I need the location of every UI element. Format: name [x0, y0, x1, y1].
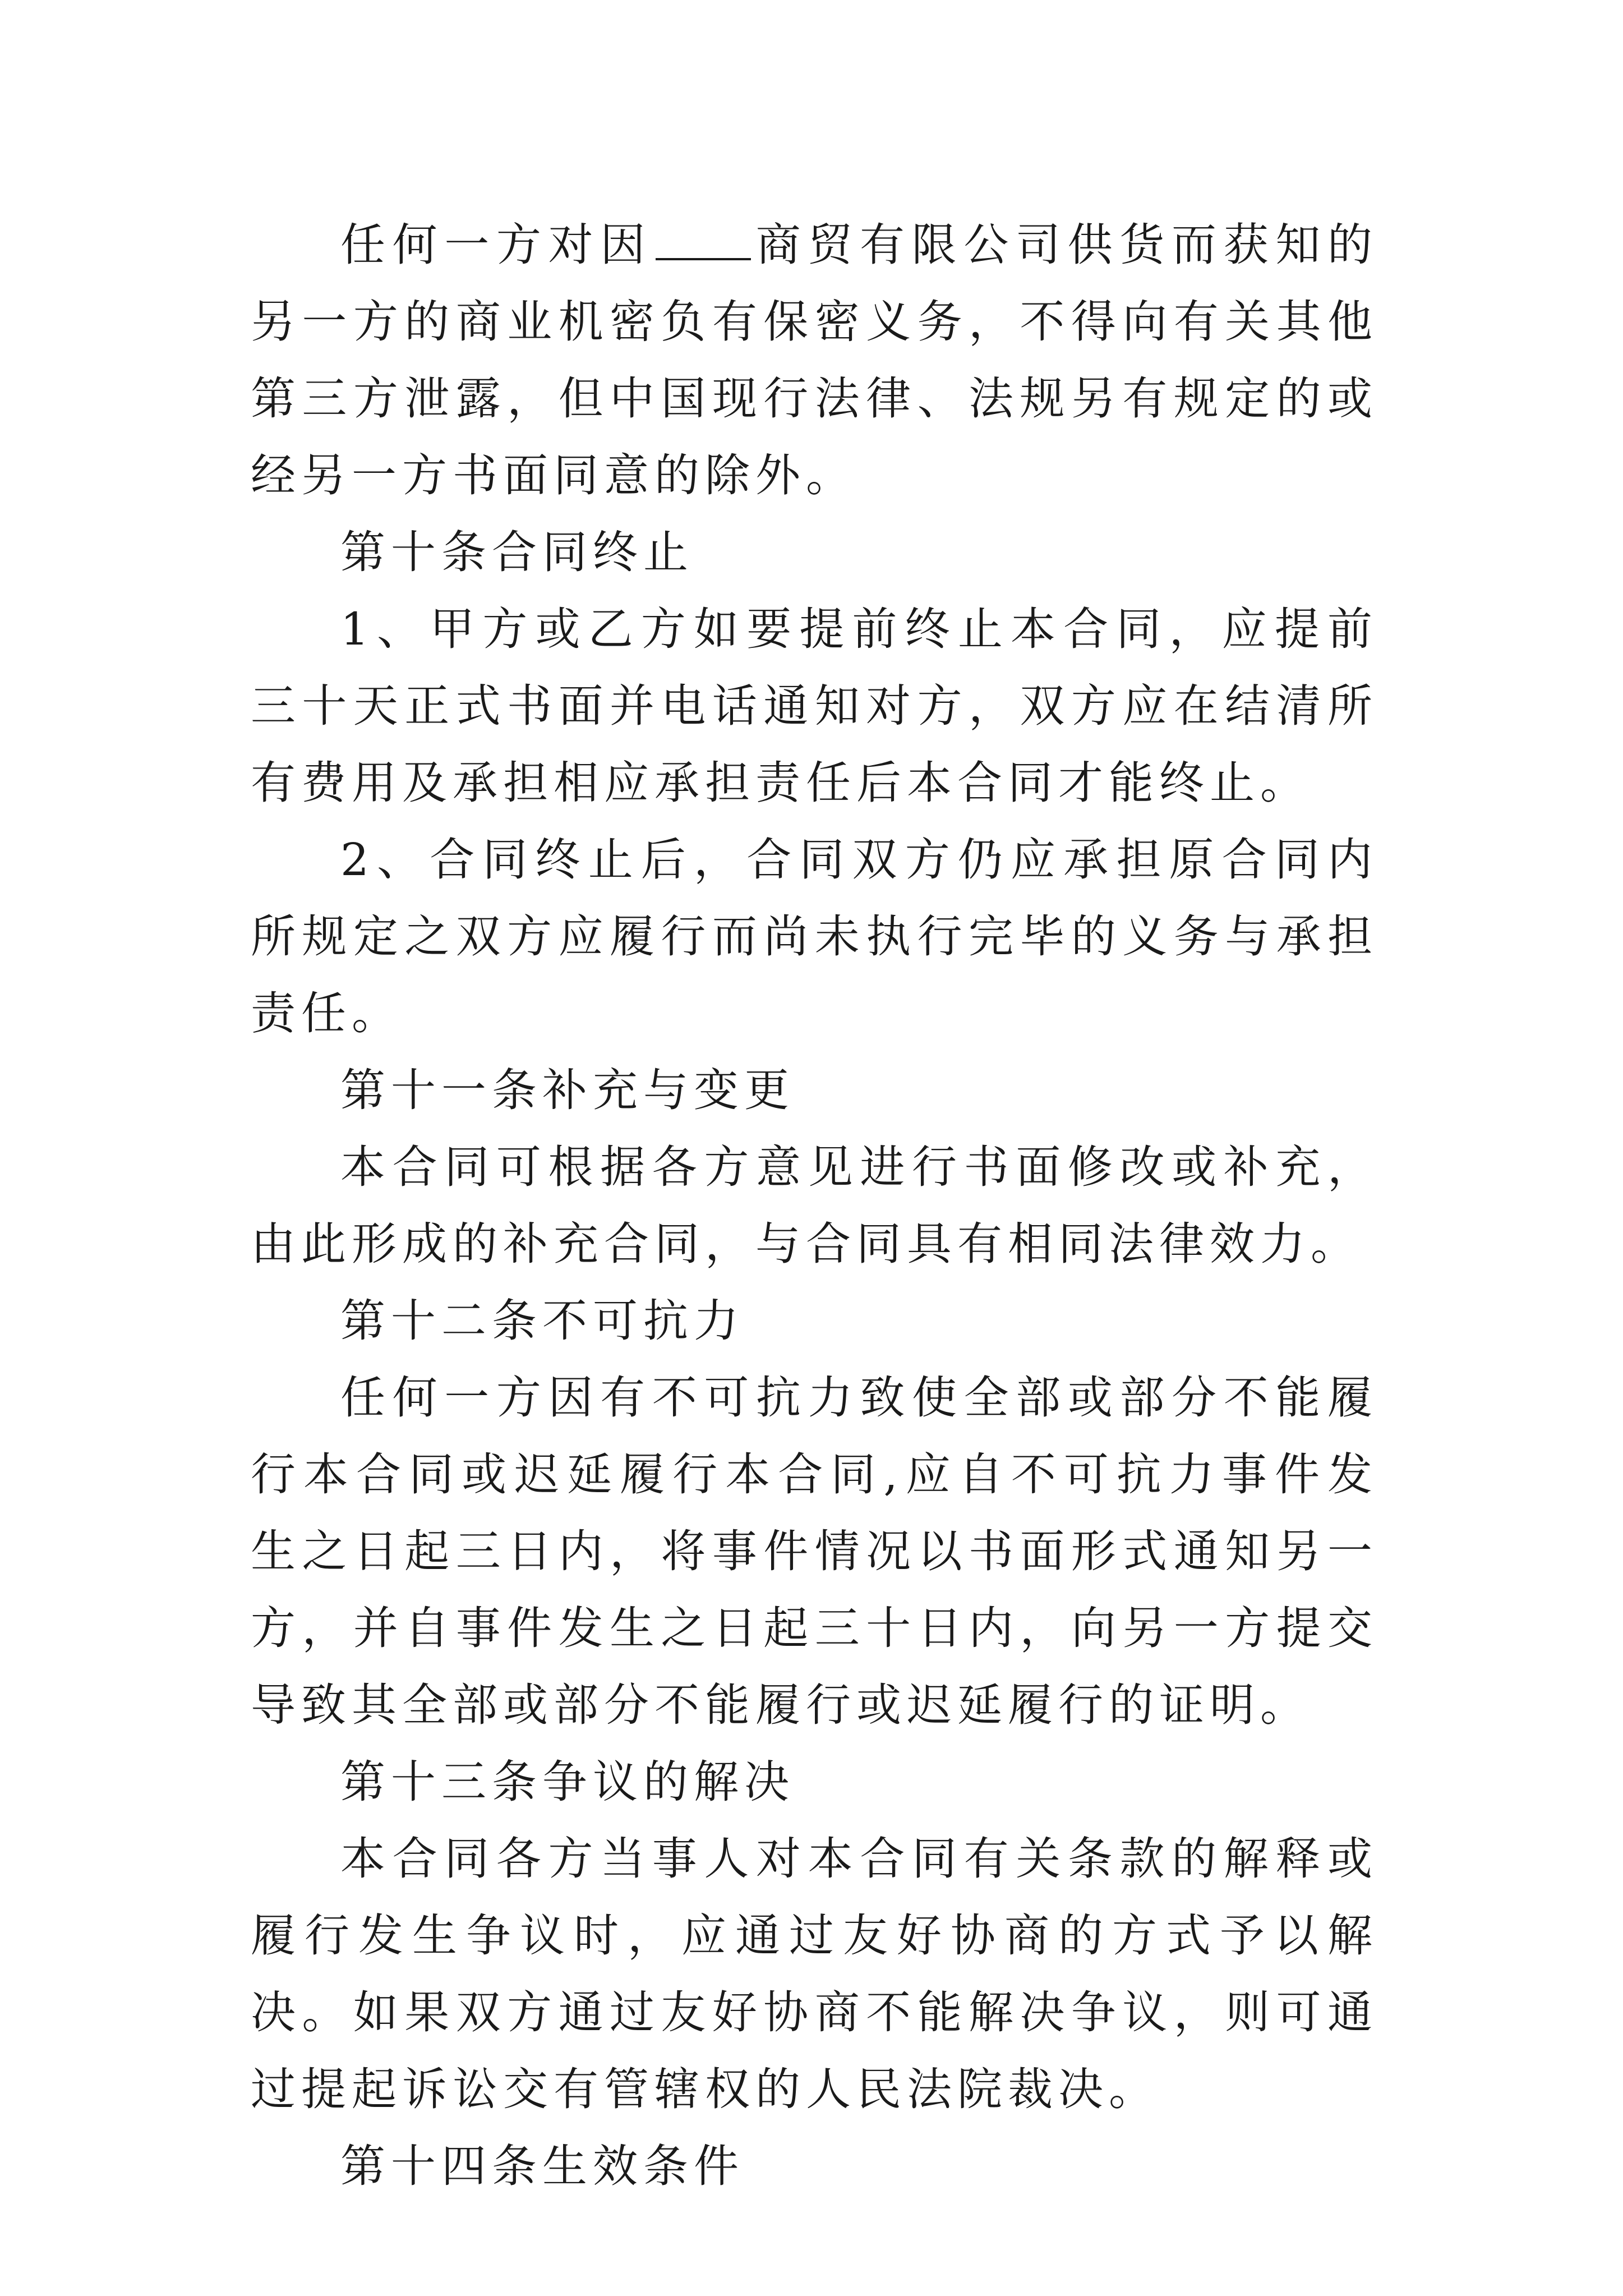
paragraph-termination-1: 1、甲方或乙方如要提前终止本合同，应提前三十天正式书面并电话通知对方，双方应在结清所有费用及承担相应承担责任后本合同才能终止。 — [251, 603, 1378, 809]
paragraph-text: 商贸有限公司供货而获知的另一方的商业机密负有保密义务，不得向有关其他第三方泄露，但中国现行法律、法规另有规定的或经另一方书面同意的除外。 — [251, 219, 1378, 501]
paragraph-force-majeure: 任何一方因有不可抗力致使全部或部分不能履行本合同或迟延履行本合同,应自不可抗力事件发生之日起三日内，将事件情况以书面形式通知另一方，并自事件发生之日起三十日内，向另一方提交导致其全部或部分不能履行或迟延履行的证明。 — [251, 1372, 1378, 1731]
paragraph-text: 任何一方对因 — [340, 219, 652, 271]
section-heading-article-14: 第十四条生效条件 — [340, 2140, 744, 2192]
section-heading-article-12: 第十二条不可抗力 — [340, 1295, 744, 1347]
blank-underline — [656, 221, 751, 260]
section-heading-article-11: 第十一条补充与变更 — [340, 1064, 795, 1116]
paragraph-dispute-resolution: 本合同各方当事人对本合同有关条款的解释或履行发生争议时，应通过友好协商的方式予以解决。如果双方通过友好协商不能解决争议，则可通过提起诉讼交有管辖权的人民法院裁决。 — [251, 1833, 1378, 2115]
paragraph-termination-2: 2、合同终止后，合同双方仍应承担原合同内所规定之双方应履行而尚未执行完毕的义务与承担责任。 — [251, 834, 1378, 1039]
paragraph-supplement: 本合同可根据各方意见进行书面修改或补充，由此形成的补充合同，与合同具有相同法律效力。 — [251, 1141, 1378, 1270]
paragraph-confidentiality — [251, 206, 1378, 514]
document-body — [251, 206, 1378, 2205]
section-heading-article-13: 第十三条争议的解决 — [340, 1756, 795, 1808]
section-heading-article-10: 第十条合同终止 — [340, 526, 694, 578]
